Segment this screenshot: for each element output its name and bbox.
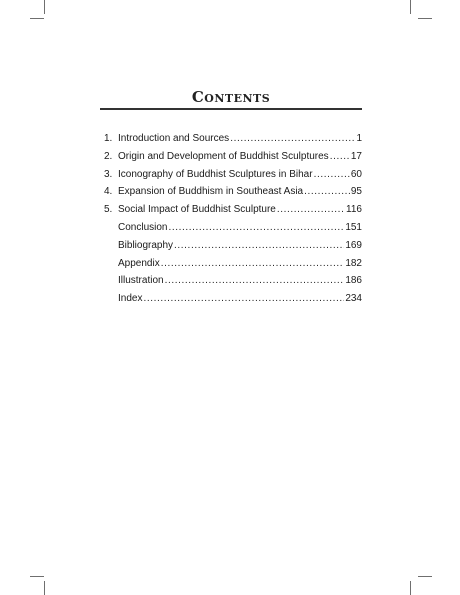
table-of-contents xyxy=(104,130,362,308)
crop-mark-top-right-h xyxy=(418,18,432,19)
toc-entry-number: 5. xyxy=(104,204,113,216)
toc-entry xyxy=(104,201,362,219)
toc-entry-title: Conclusion xyxy=(118,221,168,233)
toc-entry-title: Social Impact of Buddhist Sculpture xyxy=(118,204,276,216)
toc-dot-leader xyxy=(230,130,355,148)
toc-dot-leader xyxy=(277,201,345,219)
toc-dot-leader xyxy=(168,219,344,237)
toc-entry-title: Illustration xyxy=(118,275,164,287)
toc-entry-title: Appendix xyxy=(118,257,160,269)
toc-entry-number: 1. xyxy=(104,133,113,144)
toc-entry-title: Bibliography xyxy=(118,239,174,251)
toc-entry xyxy=(104,183,362,201)
toc-entry-title: Origin and Development of Buddhist Sculptures xyxy=(118,150,329,162)
toc-entry-page: 1 xyxy=(356,133,362,144)
toc-entry-number: 4. xyxy=(104,186,113,198)
toc-entry xyxy=(104,130,362,148)
toc-entry-page: 186 xyxy=(345,275,362,287)
page-title: Contents xyxy=(191,88,271,106)
toc-entry-title: Index xyxy=(118,293,143,305)
toc-dot-leader xyxy=(174,237,344,255)
crop-mark-bottom-right xyxy=(410,581,411,595)
toc-entry-page: 169 xyxy=(345,239,362,251)
toc-dot-leader xyxy=(314,166,350,184)
toc-entry-page: 60 xyxy=(350,168,362,180)
toc-entry-page: 234 xyxy=(345,293,362,305)
crop-mark-bottom-right-h xyxy=(418,576,432,577)
toc-entry-page: 151 xyxy=(345,221,362,233)
toc-entry xyxy=(104,255,362,273)
title-underline xyxy=(100,108,362,110)
toc-entry xyxy=(104,166,362,184)
toc-entry-title: Iconography of Buddhist Sculptures in Bihar xyxy=(118,168,313,180)
toc-entry xyxy=(104,148,362,166)
toc-entry-page: 17 xyxy=(350,150,362,162)
crop-mark-top-left xyxy=(44,0,45,14)
toc-dot-leader xyxy=(165,272,345,290)
crop-mark-top-left-h xyxy=(30,18,44,19)
toc-dot-leader xyxy=(304,183,350,201)
toc-dot-leader xyxy=(161,255,345,273)
crop-mark-bottom-left xyxy=(44,581,45,595)
toc-entry xyxy=(104,290,362,308)
toc-entry-page: 95 xyxy=(350,186,362,198)
toc-entry-title: Expansion of Buddhism in Southeast Asia xyxy=(118,186,304,198)
toc-entry-page: 116 xyxy=(346,204,362,216)
toc-dot-leader xyxy=(330,148,350,166)
toc-dot-leader xyxy=(143,290,344,308)
crop-mark-bottom-left-h xyxy=(30,576,44,577)
toc-entry-title: Introduction and Sources xyxy=(118,133,230,144)
toc-entry-number: 2. xyxy=(104,150,113,162)
toc-entry xyxy=(104,237,362,255)
toc-entry xyxy=(104,219,362,237)
crop-mark-top-right xyxy=(410,0,411,14)
toc-entry-number: 3. xyxy=(104,168,113,180)
toc-entry xyxy=(104,272,362,290)
toc-entry-page: 182 xyxy=(345,257,362,269)
